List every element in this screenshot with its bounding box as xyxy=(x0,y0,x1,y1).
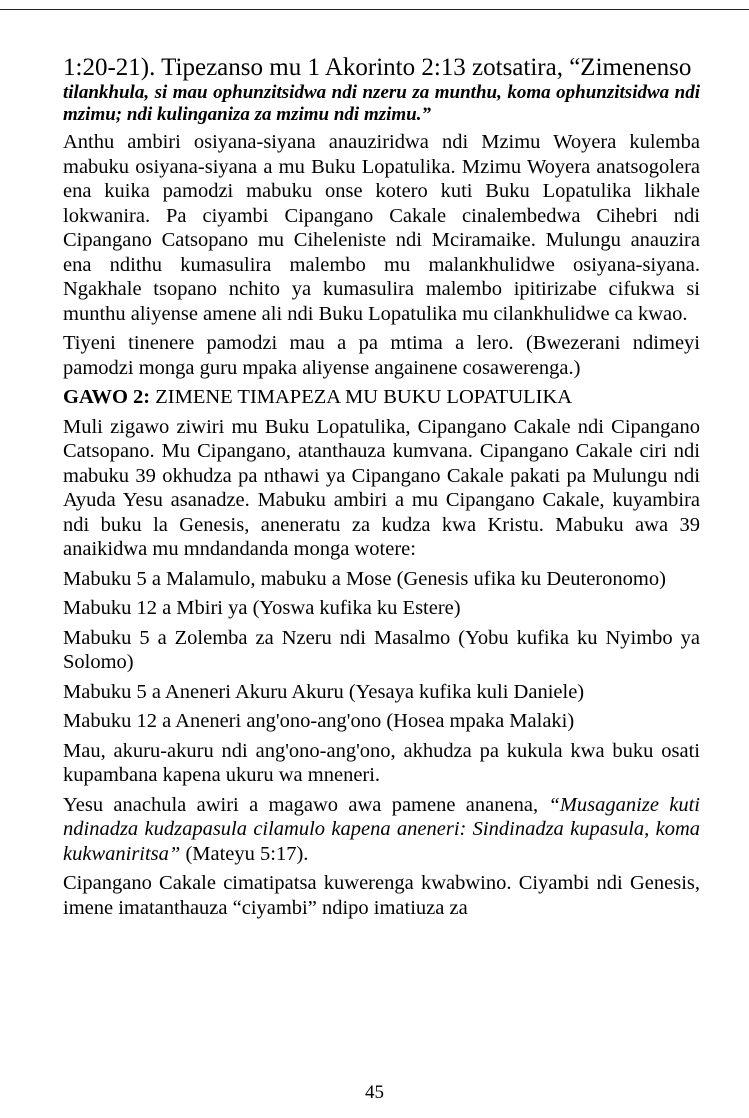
paragraph-lead: 1:20-21). Tipezanso mu 1 Akorinto 2:13 zotsatira, “Zimenenso xyxy=(63,54,692,81)
paragraph-genesis: Cipangano Cakale cimatipatsa kuwerenga kwabwino. Ciyambi ndi Genesis, imene imatanthauza “ciyambi” ndipo imatiuza za xyxy=(63,872,700,919)
book-list-item: Mabuku 12 a Mbiri ya (Yoswa kufika ku Estere) xyxy=(63,597,461,619)
jesus-quote-reference: (Mateyu 5:17). xyxy=(180,842,309,865)
paragraph-major-minor: Mau, akuru-akuru ndi ang'ono-ang'ono, akhudza pa kukula kwa buku osati kupambana kapena ukuru wa mneneri. xyxy=(63,739,700,786)
paragraph-memory-verse: Tiyeni tinenere pamodzi mau a pa mtima a lero. (Bwezerani ndimeyi pamodzi monga guru mpaka aliyense angainene cosawerenga.) xyxy=(63,332,700,379)
scripture-quote: tilankhula, si mau ophunzitsidwa ndi nzeru za munthu, koma ophunzitsidwa ndi mzimu; ndi kulinganiza za mzimu ndi mzimu.” xyxy=(63,82,700,125)
book-list-item: Mabuku 5 a Malamulo, mabuku a Mose (Genesis ufika ku Deuteronomo) xyxy=(63,567,666,590)
top-rule xyxy=(0,9,749,10)
paragraph-translation: Anthu ambiri osiyana-siyana anauziridwa ndi Mzimu Woyera kulemba mabuku osiyana-siyana a mu Buku Lopatulika. Mzimu Woyera anatsogolera ena kuika pamodzi mabuku onse kotero kuti Buku Lopatulika likhale lokwanira. Pa ciyambi Cipangano Cakale cinalembedwa Cihebri ndi Cipangano Catsopano mu Ciheleniste ndi Mciramaike. Mulungu anauzira ena ndithu kumasulira malembo mu malankhulidwe osiyana-siyana. Ngakhale tsopano nchito ya kumasulira malembo ipitirizabe cifukwa si munthu aliyense amene ali ndi Buku Lopatulika mu cilankhulidwe ca kwao. xyxy=(63,131,700,325)
paragraph-testaments: Muli zigawo ziwiri mu Buku Lopatulika, Cipangano Cakale ndi Cipangano Catsopano. Mu Cipangano, atanthauza kumvana. Cipangano Cakale ciri ndi mabuku 39 okhudza pa nthawi ya Cipangano Cakale pakati pa Mulungu ndi Ayuda Yesu asanadze. Mabuku ambiri a mu Cipangano Cakale, kuyambira ndi buku la Genesis, aneneratu za kudza kwa Kristu. Mabuku awa 39 anaikidwa mu mndandanda monga wotere: xyxy=(63,415,700,560)
paragraph-jesus-quote xyxy=(63,793,700,867)
book-list-item: Mabuku 5 a Zolemba za Nzeru ndi Masalmo (Yobu kufika ku Nyimbo ya Solomo) xyxy=(63,626,700,673)
page-number: 45 xyxy=(365,1082,384,1103)
page-body xyxy=(63,54,700,925)
jesus-quote-text: “Musaganize kuti ndinadza kudzapasula cilamulo kapena aneneri: Sindinadza kupasula, koma kukwaniritsa” xyxy=(63,793,701,865)
section-heading-label: GAWO 2: xyxy=(63,386,151,408)
jesus-quote-intro: Yesu anachula awiri a magawo awa pamene ananena, xyxy=(63,793,549,816)
section-heading xyxy=(63,385,700,410)
book-list-item: Mabuku 12 a Aneneri ang'ono-ang'ono (Hosea mpaka Malaki) xyxy=(63,710,575,732)
book-list-item: Mabuku 5 a Aneneri Akuru Akuru (Yesaya kufika kuli Daniele) xyxy=(63,680,585,703)
section-heading-text: ZIMENE TIMAPEZA MU BUKU LOPATULIKA xyxy=(150,386,573,408)
